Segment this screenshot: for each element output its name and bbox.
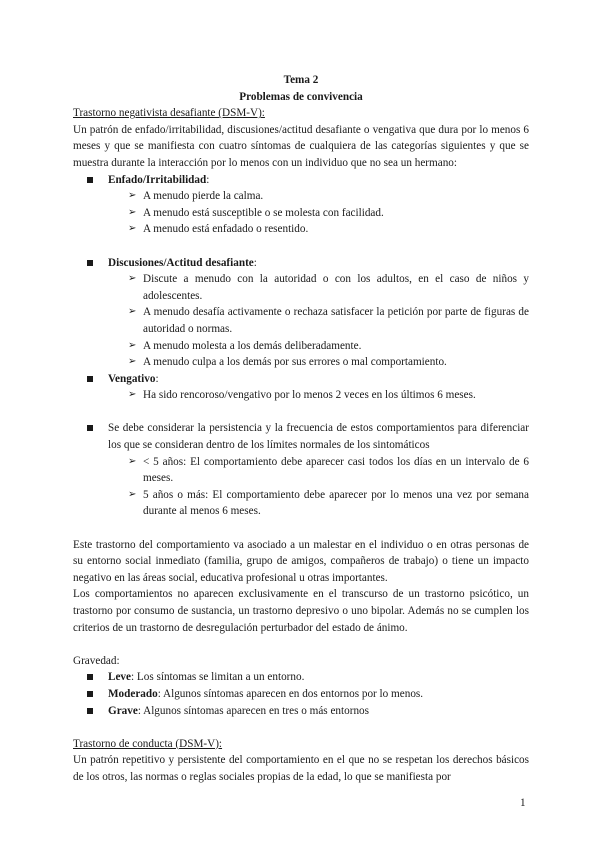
list-item: ➢ Discute a menudo con la autoridad o con los adultos, en el caso de niños y adolescentes. — [128, 273, 529, 302]
severity-heading: Gravedad: — [73, 654, 120, 667]
category-label: Discusiones/Actitud desafiante — [108, 256, 254, 269]
category-label: Vengativo — [108, 372, 156, 385]
arrow-bullet-icon: ➢ — [128, 389, 137, 401]
list-item: ➢ A menudo desafía activamente o rechaza satisfacer la petición por parte de figuras de autoridad o normas. — [128, 306, 529, 335]
list-item: ➢ A menudo pierde la calma. — [73, 188, 529, 205]
list-item: ➢ < 5 años: El comportamiento debe aparecer casi todos los días en un intervalo de 6 meses. — [128, 455, 529, 485]
arrow-bullet-icon: ➢ — [128, 356, 137, 368]
arrow-bullet-icon: ➢ — [128, 190, 137, 202]
severity-item: Leve: Los síntomas se limitan a un entorno. — [73, 669, 529, 686]
square-bullet-icon — [87, 177, 93, 183]
section-heading-odd: Trastorno negativista desafiante (DSM-V): — [73, 107, 265, 120]
square-bullet-icon — [87, 425, 93, 431]
list-item: ➢ 5 años o más: El comportamiento debe aparecer por lo menos una vez por semana durante al menos 6 meses. — [128, 488, 529, 518]
page-number: 1 — [520, 797, 526, 809]
square-bullet-icon — [87, 376, 93, 382]
arrow-bullet-icon: ➢ — [128, 206, 137, 218]
arrow-bullet-icon: ➢ — [128, 306, 137, 318]
section-heading-conduct: Trastorno de conducta (DSM-V): — [73, 737, 223, 750]
paragraph: Los comportamientos no aparecen exclusivamente en el transcurso de un trastorno psicótico, un trastorno por consumo de sustancia, un trastorno depresivo o uno bipolar. Además no se cumplen los criterios de un trastorno de desregulación perturbador del estado de ánimo. — [73, 588, 529, 634]
list-item: ➢ A menudo culpa a los demás por sus errores o mal comportamiento. — [73, 354, 529, 371]
square-bullet-icon — [87, 260, 93, 266]
category-anger: Enfado/Irritabilidad: — [73, 172, 529, 189]
category-defiance: Discusiones/Actitud desafiante: — [73, 255, 529, 272]
severity-item: Grave: Algunos síntomas aparecen en tres o más entornos — [73, 703, 529, 720]
arrow-bullet-icon: ➢ — [128, 273, 137, 285]
severity-item: Moderado: Algunos síntomas aparecen en dos entornos por lo menos. — [73, 686, 529, 703]
category-vindictive: Vengativo: — [73, 371, 529, 388]
arrow-bullet-icon: ➢ — [128, 488, 137, 500]
persistence-note: Se debe considerar la persistencia y la frecuencia de estos comportamientos para diferenciar los que se consideran dentro de los límites normales de los sintomáticos — [73, 420, 529, 453]
arrow-bullet-icon: ➢ — [128, 223, 137, 235]
list-item: ➢ A menudo molesta a los demás deliberadamente. — [73, 338, 529, 355]
document-page — [73, 72, 529, 786]
arrow-bullet-icon: ➢ — [128, 339, 137, 351]
square-bullet-icon — [87, 691, 93, 697]
square-bullet-icon — [87, 674, 93, 680]
arrow-bullet-icon: ➢ — [128, 455, 137, 467]
list-item: ➢ Ha sido rencoroso/vengativo por lo menos 2 veces en los últimos 6 meses. — [73, 387, 529, 404]
square-bullet-icon — [87, 708, 93, 714]
list-item: ➢ A menudo está susceptible o se molesta con facilidad. — [73, 205, 529, 222]
document-subtitle: Problemas de convivencia — [239, 90, 363, 103]
section-intro-odd: Un patrón de enfado/irritabilidad, discusiones/actitud desafiante o vengativa que dura por lo menos 6 meses y que se manifiesta con cuatro síntomas de cualquiera de las categorías siguientes y que se muestra durante la interacción por lo menos con un individuo que no sea un hermano: — [73, 123, 529, 169]
category-label: Enfado/Irritabilidad — [108, 173, 207, 186]
list-item: ➢ A menudo está enfadado o resentido. — [73, 221, 529, 238]
paragraph: Este trastorno del comportamiento va asociado a un malestar en el individuo o en otras personas de su entorno social inmediato (familia, grupo de amigos, compañeros de trabajo) o tiene un impacto negativo en las áreas social, educativa profesional u otras importantes. — [73, 538, 529, 584]
section-intro-conduct: Un patrón repetitivo y persistente del comportamiento en el que no se respetan los derechos básicos de los otros, las normas o reglas sociales propias de la edad, lo que se manifiesta por — [73, 754, 529, 783]
document-title: Tema 2 — [283, 74, 319, 86]
